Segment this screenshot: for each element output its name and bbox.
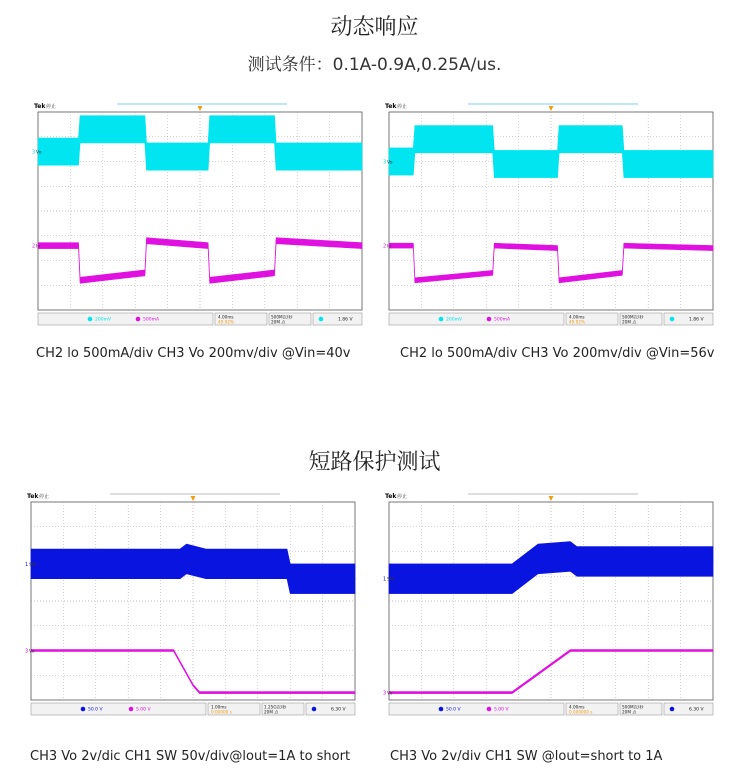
caption-short-circuit: CH3 Vo 2v/dic CH1 SW 50v/div@lout=1A to short [30,749,351,764]
caption-short-recovery: CH3 Vo 2v/div CH1 SW @lout=short to 1A [390,749,663,764]
data-point [78,245,79,246]
data-point [208,156,209,157]
data-point [173,650,174,651]
scope-chart [383,490,718,720]
data-point [186,558,187,559]
channel-name-label: Vo [36,150,42,156]
trigger-level-readout: 6.30 V [689,707,704,713]
trigger-position-readout: 0.00000 s [211,709,232,715]
scope-brand-label: Tek [385,493,397,500]
data-point [622,272,623,273]
trigger-position-marker [191,496,196,501]
data-point [144,272,145,273]
trigger-position-readout: 49.92% [569,319,585,325]
scope-status-label: 停止 [39,494,50,500]
record-length-readout: 20M 点 [264,709,279,715]
readout-bar [389,313,713,326]
sample-rate-readout: 500M次/秒 [622,704,644,710]
data-point [276,240,277,241]
sample-rate-readout: 500M次/秒 [271,314,293,320]
scope-screenshot-dynamic-56v [383,100,718,330]
channel-a-scale: 50.0 V [88,707,103,713]
channel-a-scale: 50.0 V [446,707,461,713]
data-point [205,563,206,564]
data-point [209,280,210,281]
data-point [199,692,200,693]
data-point [512,578,513,579]
data-point [274,129,275,130]
record-position-bar [110,493,280,495]
channel-ground-marker: 3 [25,648,29,655]
data-point [413,245,414,246]
data-point [623,163,624,164]
data-point [570,556,571,557]
scope-chart [25,490,360,720]
short-circuit-title: 短路保护测试 [308,450,441,475]
channel-b-scale: 5.00 V [494,707,509,713]
data-point [414,280,415,281]
timebase-readout: 1.00ms [211,704,227,710]
data-point [559,280,560,281]
data-point [557,248,558,249]
data-point [576,561,577,562]
channel-name-label: SW [387,577,395,583]
readout-bar [38,313,362,326]
scope-chart [383,100,718,330]
trigger-position-readout: 49.92% [218,319,234,325]
channel-ground-marker: 3 [383,690,387,697]
data-point [290,578,291,579]
readout-bar [31,703,355,716]
data-point [557,163,558,164]
data-point [146,240,147,241]
readout-bar [389,703,713,716]
scope-screenshot-short-recovery [383,490,718,720]
data-point [80,280,81,281]
caption-dynamic-56v: CH2 lo 500mA/div CH3 Vo 200mv/div @Vin=56v [400,346,715,361]
scope-screenshot-dynamic-40v [32,100,367,330]
record-length-readout: 20M 点 [622,319,637,325]
scope-status-label: 停止 [397,494,408,500]
trigger-position-marker [198,106,203,111]
data-point [354,578,355,579]
data-point [537,558,538,559]
trigger-level-readout: 1.86 V [689,317,704,323]
channel-a-scale: 200mV [446,317,463,323]
data-point [80,129,81,130]
trigger-level-readout: 1.86 V [338,317,353,323]
trigger-position-marker [549,106,554,111]
data-point [494,245,495,246]
channel-a-scale: 200mV [95,317,112,323]
channel-name-label: SW [29,562,37,568]
record-position-bar [468,493,638,495]
data-point [570,650,571,651]
channel-ground-marker: 1 [383,576,387,583]
timebase-readout: 4.00ms [569,704,585,710]
data-point [622,139,623,140]
record-position-bar [468,103,638,105]
trigger-position-readout: 0.000000 s [569,709,593,715]
data-point [78,151,79,152]
dynamic-response-title: 动态响应 [330,15,419,40]
data-point [712,248,713,249]
data-point [179,563,180,564]
data-point [492,139,493,140]
data-point [361,245,362,246]
data-point [354,692,355,693]
scope-brand-label: Tek [34,103,46,110]
data-point [623,245,624,246]
caption-dynamic-40v: CH2 lo 500mA/div CH3 Vo 200mv/div @Vin=40v [36,346,351,361]
data-point [144,129,145,130]
channel-b-scale: 5.00 V [136,707,151,713]
channel-name-label: Vo [387,160,393,166]
channel-ground-marker: 1 [25,561,29,568]
data-point [512,692,513,693]
record-length-readout: 20M 点 [622,709,637,715]
sample-rate-readout: 500M次/秒 [622,314,644,320]
data-point [494,163,495,164]
channel-ground-marker: 2 [383,243,387,250]
scope-status-label: 停止 [46,104,57,110]
data-point [492,272,493,273]
data-point [274,272,275,273]
trigger-level-readout: 6.30 V [331,707,346,713]
data-point [361,156,362,157]
data-point [559,139,560,140]
data-point [413,161,414,162]
scope-brand-label: Tek [27,493,39,500]
channel-ground-marker: 2 [32,243,36,250]
data-point [712,650,713,651]
channel-b-scale: 500mA [143,317,160,323]
data-point [712,163,713,164]
channel-ground-marker: 3 [32,149,36,156]
scope-chart [32,100,367,330]
channel-name-label: Io [387,244,392,250]
data-point [192,685,193,686]
sample-rate-readout: 1.25G次/秒 [264,704,287,710]
channel-name-label: Vo [387,691,393,697]
scope-brand-label: Tek [385,103,397,110]
scope-status-label: 停止 [397,104,408,110]
scope-screenshot-short-circuit [25,490,360,720]
trigger-position-marker [549,496,554,501]
timebase-readout: 4.00ms [569,314,585,320]
timebase-readout: 4.00ms [218,314,234,320]
data-point [146,156,147,157]
channel-name-label: Io [36,244,41,250]
channel-name-label: Vo [29,649,35,655]
data-point [414,139,415,140]
channel-b-scale: 500mA [494,317,511,323]
data-point [208,245,209,246]
data-point [209,129,210,130]
data-point [712,561,713,562]
channel-ground-marker: 3 [383,159,387,166]
data-point [286,563,287,564]
data-point [276,156,277,157]
record-position-bar [117,103,287,105]
record-length-readout: 20M 点 [271,319,286,325]
test-conditions-subtitle: 测试条件：0.1A-0.9A,0.25A/us. [247,55,502,75]
